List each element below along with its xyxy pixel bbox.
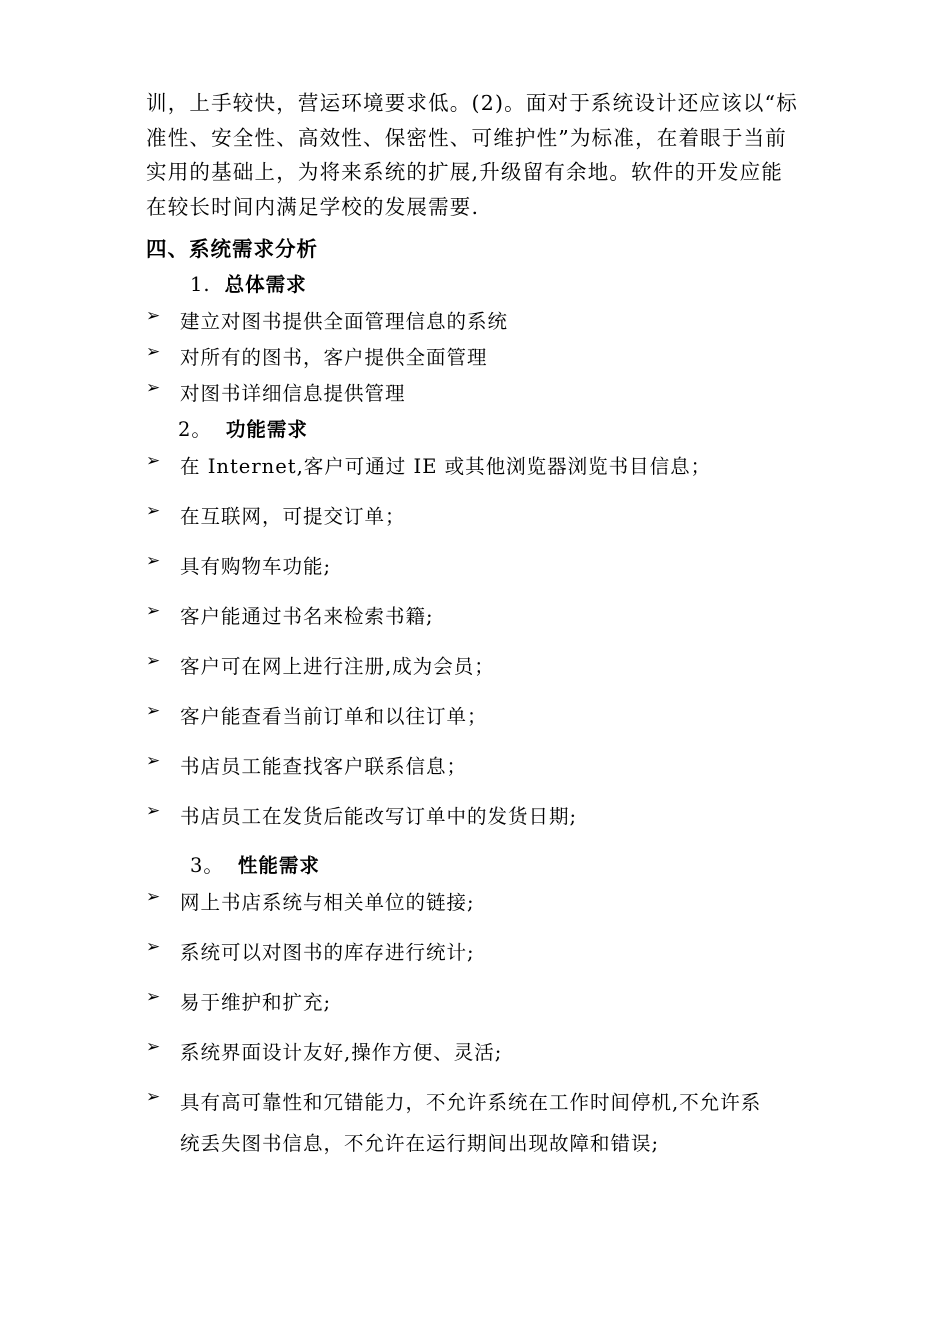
subsection-title: 性能需求 xyxy=(237,854,320,877)
list-item-line: 统丢失图书信息，不允许在运行期间出现故障和错误; xyxy=(180,1132,660,1155)
list-item-text: 客户可在网上进行注册,成为会员； xyxy=(180,655,495,678)
subsection-heading xyxy=(190,269,307,297)
list-item-text xyxy=(180,1087,761,1156)
intro-line: 实用的基础上，为将来系统的扩展,升级留有余地。软件的开发应能 xyxy=(146,160,784,184)
list-item-text: 书店员工在发货后能改写订单中的发货日期; xyxy=(180,805,578,828)
section-title: 四、系统需求分析 xyxy=(146,237,318,261)
list-item-text: 系统可以对图书的库存进行统计; xyxy=(180,941,475,964)
intro-line: 训，上手较快，营运环境要求低。(2)。面对于系统设计还应该以“标 xyxy=(146,91,798,115)
list-item-text: 网上书店系统与相关单位的链接; xyxy=(180,891,475,914)
arrowhead-bullet-icon: ➢ xyxy=(146,701,162,721)
intro-paragraph xyxy=(146,86,816,224)
list-item-text: 对图书详细信息提供管理 xyxy=(180,382,406,405)
subsection-number: 3。 xyxy=(190,854,224,877)
list-item-text: 书店员工能查找客户联系信息； xyxy=(180,755,468,778)
subsection-heading xyxy=(190,850,320,878)
intro-line: 准性、安全性、高效性、保密性、可维护性”为标准，在着眼于当前 xyxy=(146,125,787,150)
arrowhead-bullet-icon: ➢ xyxy=(146,451,162,471)
intro-line: 在较长时间内满足学校的发展需要. xyxy=(146,194,480,219)
arrowhead-bullet-icon: ➢ xyxy=(146,551,162,571)
list-item-line: 具有高可靠性和冗错能力，不允许系统在工作时间停机,不允许系 xyxy=(180,1091,762,1114)
arrowhead-bullet-icon: ➢ xyxy=(146,751,162,771)
list-item-text: 具有购物车功能; xyxy=(180,555,332,578)
arrowhead-bullet-icon: ➢ xyxy=(146,306,162,326)
arrowhead-bullet-icon: ➢ xyxy=(146,651,162,671)
list-item-text: 客户能通过书名来检索书籍; xyxy=(180,605,434,628)
arrowhead-bullet-icon: ➢ xyxy=(146,987,162,1007)
arrowhead-bullet-icon: ➢ xyxy=(146,1037,162,1057)
list-item-text: 在 Internet,客户可通过 IE 或其他浏览器浏览书目信息； xyxy=(180,455,712,478)
subsection-title: 功能需求 xyxy=(225,418,308,441)
list-item-text: 客户能查看当前订单和以往订单； xyxy=(180,705,488,728)
arrowhead-bullet-icon: ➢ xyxy=(146,887,162,907)
subsection-heading xyxy=(178,414,308,442)
subsection-number: 1. xyxy=(190,273,211,296)
arrowhead-bullet-icon: ➢ xyxy=(146,501,162,521)
arrowhead-bullet-icon: ➢ xyxy=(146,342,162,362)
subsection-title: 总体需求 xyxy=(224,273,307,296)
list-item-text: 易于维护和扩充; xyxy=(180,991,332,1014)
list-item-text: 对所有的图书，客户提供全面管理 xyxy=(180,346,488,369)
arrowhead-bullet-icon: ➢ xyxy=(146,378,162,398)
arrowhead-bullet-icon: ➢ xyxy=(146,601,162,621)
arrowhead-bullet-icon: ➢ xyxy=(146,937,162,957)
list-item-text: 系统界面设计友好,操作方便、灵活; xyxy=(180,1041,503,1064)
arrowhead-bullet-icon: ➢ xyxy=(146,1087,162,1107)
list-item-text: 建立对图书提供全面管理信息的系统 xyxy=(180,310,509,333)
arrowhead-bullet-icon: ➢ xyxy=(146,801,162,821)
list-item-text: 在互联网，可提交订单； xyxy=(180,505,406,528)
subsection-number: 2。 xyxy=(178,418,212,441)
